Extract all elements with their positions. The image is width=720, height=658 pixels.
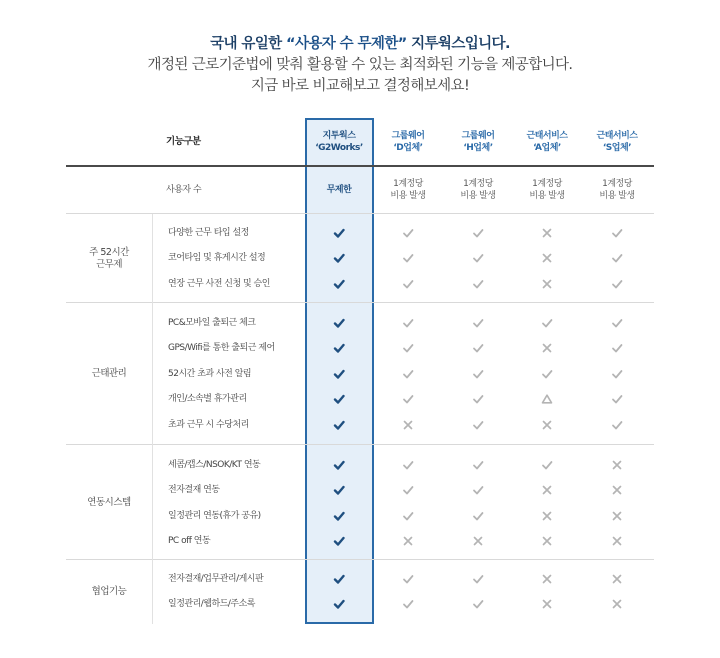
check-icon (401, 316, 415, 330)
check-icon (610, 418, 624, 432)
category-label (66, 214, 152, 303)
x-icon (540, 597, 554, 611)
check-icon (401, 458, 415, 472)
headline-line3: 지금 바로 비교해보고 결정해보세요! (250, 78, 470, 94)
category-label (66, 445, 152, 560)
check-icon (332, 277, 346, 291)
check-icon (610, 251, 624, 265)
check-icon (332, 418, 346, 432)
x-icon (401, 418, 415, 432)
row-divider (66, 302, 654, 303)
check-icon (332, 534, 346, 548)
triangle-icon (540, 392, 554, 406)
feature-label: 세콤/캡스/NSOK/KT 연동 (168, 460, 261, 470)
column-header (513, 118, 581, 165)
check-icon (332, 597, 346, 611)
check-icon (471, 392, 485, 406)
x-icon (540, 534, 554, 548)
check-icon (401, 251, 415, 265)
check-icon (540, 458, 554, 472)
check-icon (332, 392, 346, 406)
column-header-line1: 그룹웨어 (391, 130, 425, 141)
x-icon (540, 341, 554, 355)
check-icon (610, 226, 624, 240)
column-header-line2: ‘G2Works’ (315, 142, 363, 153)
header-label-feature: 기능구분 (166, 135, 201, 147)
user-count-cost (444, 166, 512, 213)
column-header (583, 118, 651, 165)
user-count-cost-line2: 비용 발생 (460, 190, 496, 201)
x-icon (540, 251, 554, 265)
column-header-line2: ‘S업체’ (602, 142, 632, 153)
check-icon (471, 509, 485, 523)
check-icon (540, 367, 554, 381)
category-label-line2: 근무제 (95, 258, 123, 270)
check-icon (401, 226, 415, 240)
category-label-line1: 주 52시간 (89, 246, 129, 258)
check-icon (610, 316, 624, 330)
check-icon (471, 483, 485, 497)
check-icon (540, 316, 554, 330)
check-icon (471, 418, 485, 432)
feature-label: 전자결재 연동 (168, 485, 220, 496)
x-icon (610, 597, 624, 611)
x-icon (540, 277, 554, 291)
check-icon (610, 392, 624, 406)
x-icon (471, 534, 485, 548)
feature-label: 연장 근무 사전 신청 및 승인 (168, 278, 270, 289)
check-icon (471, 316, 485, 330)
x-icon (540, 572, 554, 586)
column-header-line1: 그룹웨어 (461, 130, 495, 141)
headline (0, 34, 720, 97)
category-label (66, 560, 152, 624)
feature-label: 초과 근무 시 수당처리 (168, 419, 249, 430)
user-count-cost (583, 166, 651, 213)
column-header-line2: ‘H업체’ (463, 142, 493, 153)
user-count-cost-line2: 비용 발생 (599, 190, 635, 201)
headline-line2: 개정된 근로기준법에 맞춰 활용할 수 있는 최적화된 기능을 제공합니다. (147, 57, 573, 73)
user-count-cost (374, 166, 442, 213)
column-header-line1: 근태서비스 (596, 130, 638, 141)
check-icon (401, 277, 415, 291)
user-count-cost-line1: 1계정당 (393, 178, 423, 189)
check-icon (610, 341, 624, 355)
headline-line1: 국내 유일한 “사용자 수 무제한” 지투웍스입니다. (210, 36, 510, 52)
feature-label: 52시간 초과 사전 알림 (168, 368, 252, 379)
feature-label: PC off 연동 (168, 536, 211, 547)
row-divider (66, 559, 654, 560)
check-icon (471, 367, 485, 381)
check-icon (332, 226, 346, 240)
check-icon (332, 316, 346, 330)
check-icon (332, 572, 346, 586)
column-header-line1: 근태서비스 (526, 130, 568, 141)
check-icon (401, 597, 415, 611)
category-label-line1: 근태관리 (91, 368, 127, 379)
x-icon (610, 509, 624, 523)
category-label-line1: 협업기능 (91, 586, 127, 597)
user-count-cost-line1: 1계정당 (532, 178, 562, 189)
check-icon (610, 367, 624, 381)
check-icon (471, 226, 485, 240)
comparison-table (66, 118, 654, 626)
user-count-cost (513, 166, 581, 213)
user-count-cost-line2: 비용 발생 (529, 190, 565, 201)
x-icon (401, 534, 415, 548)
feature-label: GPS/Wifi를 통한 출퇴근 제어 (168, 343, 275, 354)
check-icon (332, 483, 346, 497)
check-icon (401, 509, 415, 523)
feature-label: 다양한 근무 타입 설정 (168, 228, 249, 238)
row-divider (66, 444, 654, 445)
check-icon (332, 341, 346, 355)
user-count-cost-line1: 1계정당 (463, 178, 493, 189)
check-icon (471, 572, 485, 586)
check-icon (332, 251, 346, 265)
user-count-cost-line2: 비용 발생 (390, 190, 426, 201)
check-icon (471, 277, 485, 291)
x-icon (540, 509, 554, 523)
check-icon (332, 458, 346, 472)
check-icon (471, 251, 485, 265)
feature-label: 일정관리 연동(휴가 공유) (168, 510, 261, 521)
category-divider (152, 214, 153, 624)
x-icon (610, 483, 624, 497)
x-icon (610, 458, 624, 472)
x-icon (540, 483, 554, 497)
check-icon (401, 341, 415, 355)
user-count-label: 사용자 수 (166, 184, 202, 195)
x-icon (610, 534, 624, 548)
x-icon (610, 572, 624, 586)
check-icon (332, 367, 346, 381)
feature-label: 개인/소속별 휴가관리 (168, 394, 247, 405)
category-label-line1: 연동시스템 (87, 496, 131, 508)
feature-label: 일정관리/웹하드/주소록 (168, 599, 256, 610)
check-icon (471, 458, 485, 472)
check-icon (471, 597, 485, 611)
user-count-g2works: 무제한 (326, 184, 352, 195)
check-icon (610, 277, 624, 291)
category-label (66, 303, 152, 445)
check-icon (401, 483, 415, 497)
x-icon (540, 226, 554, 240)
feature-label: PC&모바일 출퇴근 체크 (168, 318, 256, 328)
check-icon (401, 392, 415, 406)
user-count-cost-line1: 1계정당 (602, 178, 632, 189)
x-icon (540, 418, 554, 432)
column-header (374, 118, 442, 165)
feature-label: 전자결재/업무관리/게시판 (168, 574, 264, 584)
row-divider (66, 213, 654, 214)
column-header-line2: ‘A업체’ (533, 142, 561, 153)
column-header (444, 118, 512, 165)
column-header-line1: 지투웍스 (322, 130, 356, 141)
column-header-line2: ‘D업체’ (393, 142, 423, 153)
feature-label: 코어타임 및 휴게시간 설정 (168, 253, 266, 264)
check-icon (401, 367, 415, 381)
check-icon (332, 509, 346, 523)
column-header (305, 118, 373, 165)
check-icon (401, 572, 415, 586)
check-icon (471, 341, 485, 355)
